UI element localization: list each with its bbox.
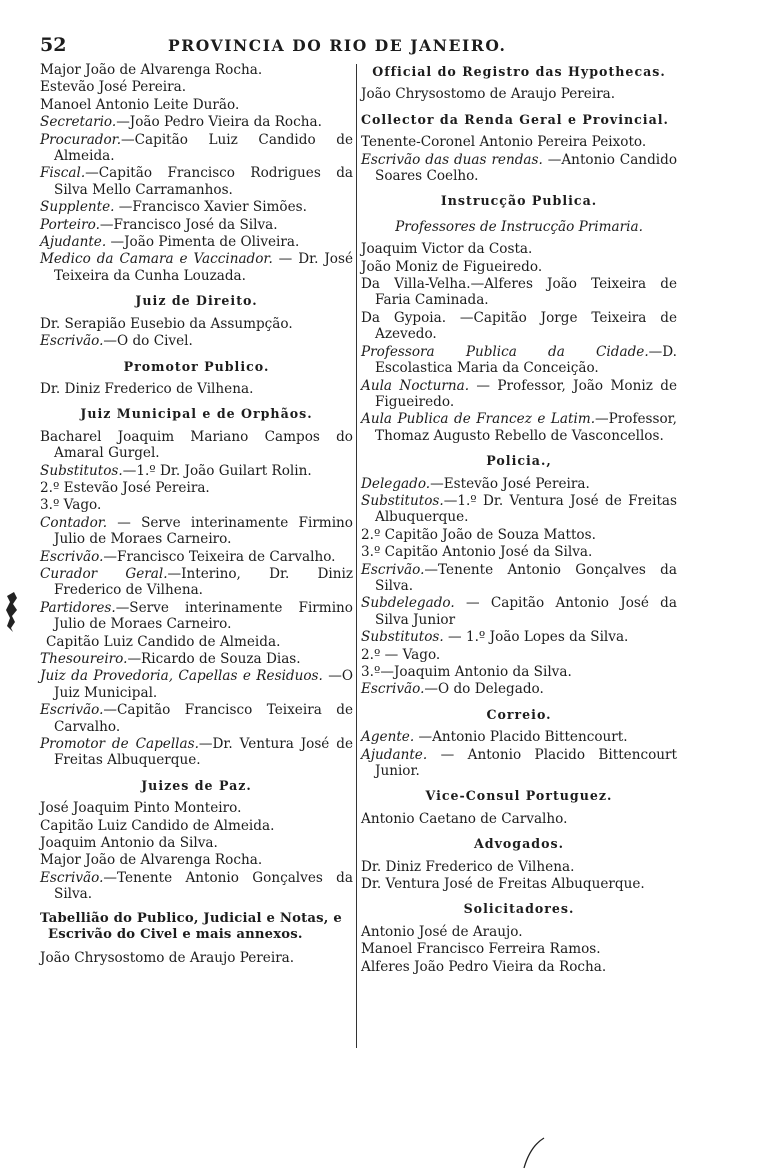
entry-text: —Capitão Francisco Rodrigues da Silva Mello Carramanhos. xyxy=(54,165,353,198)
directory-entry xyxy=(361,152,677,185)
entry-text: Dr. Serapião Eusebio da Assumpção. xyxy=(40,315,293,332)
entry-text: — 1.º João Lopes da Silva. xyxy=(443,629,629,646)
directory-entry xyxy=(361,411,677,444)
directory-entry xyxy=(361,344,677,377)
entry-text: Antonio Caetano de Carvalho. xyxy=(361,810,568,827)
directory-entry xyxy=(40,199,353,215)
entry-text: João Moniz de Figueiredo. xyxy=(361,258,543,275)
entry-title: Secretario. xyxy=(40,114,117,131)
section-heading: Vice-Consul Portuguez. xyxy=(425,788,613,804)
entry-title: Medico da Camara e Vaccinador. xyxy=(40,251,273,268)
entry-text: Dr. Ventura José de Freitas Albuquerque. xyxy=(361,876,645,893)
entry-title: Substitutos. xyxy=(361,629,444,646)
directory-entry xyxy=(361,241,677,257)
section-heading: Instrucção Publica. xyxy=(440,193,598,209)
entry-text: João Chrysostomo de Araujo Pereira. xyxy=(361,86,616,103)
entry-title: Juiz da Provedoria, Capellas e Residuos. xyxy=(40,668,323,685)
entry-title: Escrivão. xyxy=(361,561,425,578)
entry-text: Manoel Francisco Ferreira Ramos. xyxy=(361,941,601,958)
directory-entry xyxy=(361,86,677,102)
directory-entry xyxy=(40,62,353,78)
left-column xyxy=(40,62,353,967)
entry-text: Capitão Luiz Candido de Almeida. xyxy=(46,633,281,650)
directory-entry xyxy=(40,835,353,851)
directory-entry xyxy=(40,497,353,513)
entry-title: Procurador. xyxy=(40,131,122,148)
entry-text: —D. Escolastica Maria da Conceição. xyxy=(375,343,677,377)
directory-entry xyxy=(361,259,677,275)
section-heading: Correio. xyxy=(486,706,552,722)
entry-text: Da Gypoia. —Capitão Jorge Teixeira de Azevedo. xyxy=(361,309,677,343)
entry-title: Aula Nocturna. xyxy=(361,377,470,394)
section-heading: Tabellião do Publico, Judicial e Notas, e Escrivão do Civel e mais annexos. xyxy=(40,910,342,943)
directory-entry xyxy=(40,870,353,903)
entry-text: 3.º—Joaquim Antonio da Silva. xyxy=(361,664,572,680)
directory-entry xyxy=(40,234,353,250)
directory-entry xyxy=(40,79,353,95)
entry-text: Major João de Alvarenga Rocha. xyxy=(40,852,263,869)
directory-entry xyxy=(361,729,677,745)
directory-entry xyxy=(40,251,353,284)
directory-entry xyxy=(361,647,677,663)
directory-entry xyxy=(361,527,677,543)
entry-text: Joaquim Victor da Costa. xyxy=(361,241,533,258)
entry-text: —Interino, Dr. Diniz Frederico de Vilhena. xyxy=(54,565,354,599)
section-heading: Professores de Instrucção Primaria. xyxy=(395,218,643,235)
directory-entry xyxy=(40,736,353,769)
section-heading: Policia., xyxy=(486,453,552,469)
section-heading: Advogados. xyxy=(474,836,564,852)
entry-title: Escrivão das duas rendas. xyxy=(361,151,543,168)
directory-entry xyxy=(361,276,677,309)
directory-entry xyxy=(40,97,353,113)
page-header xyxy=(40,34,552,58)
entry-title: Aula Publica de Francez e Latim. xyxy=(361,411,596,428)
entry-text: — Dr. José Teixeira da Cunha Louzada. xyxy=(54,251,353,284)
entry-text: —João Pedro Vieira da Rocha. xyxy=(116,114,322,131)
entry-title: Supplente. xyxy=(40,199,115,216)
directory-entry xyxy=(361,924,677,940)
entry-text: —Serve interinamente Firmino Julio de Moraes Carneiro. xyxy=(54,599,353,633)
section-heading: Juiz de Direito. xyxy=(135,293,258,309)
directory-entry xyxy=(40,549,353,565)
directory-entry xyxy=(40,668,353,701)
directory-entry xyxy=(361,562,677,595)
entry-text: — Capitão Antonio José da Silva Junior xyxy=(375,595,677,628)
directory-entry xyxy=(361,664,677,680)
entry-text: Antonio José de Araujo. xyxy=(361,923,523,940)
entry-text: 3.º Capitão Antonio José da Silva. xyxy=(361,544,593,561)
entry-text: 2.º Estevão José Pereira. xyxy=(40,479,210,496)
entry-title: Thesoureiro. xyxy=(40,651,128,667)
directory-entry xyxy=(40,651,353,667)
entry-title: Curador Geral. xyxy=(40,565,168,582)
directory-entry xyxy=(40,950,353,966)
directory-entry xyxy=(40,132,353,165)
directory-entry xyxy=(361,681,677,697)
pencil-stroke xyxy=(520,1136,548,1170)
section-heading: Juiz Municipal e de Orphãos. xyxy=(80,406,313,422)
entry-text: Capitão Luiz Candido de Almeida. xyxy=(40,817,275,834)
entry-title: Promotor de Capellas. xyxy=(40,736,199,753)
right-column xyxy=(361,62,677,976)
entry-text: —João Pimenta de Oliveira. xyxy=(106,234,300,251)
directory-entry xyxy=(40,463,353,479)
entry-text: — Professor, João Moniz de Figueiredo. xyxy=(375,377,677,410)
directory-entry xyxy=(361,747,677,780)
section-heading: Solicitadores. xyxy=(463,901,575,917)
page-title: PROVINCIA DO RIO DE JANEIRO. xyxy=(168,36,507,55)
directory-entry xyxy=(40,165,353,198)
section-heading: Juizes de Paz. xyxy=(141,777,252,793)
entry-title: Agente. xyxy=(361,729,415,746)
entry-text: 2.º — Vago. xyxy=(361,646,441,663)
entry-text: —Tenente Antonio Gonçalves da Silva. xyxy=(375,561,677,594)
directory-entry xyxy=(361,876,677,892)
directory-entry xyxy=(361,493,677,526)
directory-entry xyxy=(40,429,353,462)
entry-text: Bacharel Joaquim Mariano Campos do Amaral Gurgel. xyxy=(40,428,353,462)
entry-text: Major João de Alvarenga Rocha. xyxy=(40,62,263,78)
entry-title: Delegado. xyxy=(361,475,431,492)
entry-text: —Francisco Teixeira de Carvalho. xyxy=(103,548,336,565)
entry-text: Tenente-Coronel Antonio Pereira Peixoto. xyxy=(361,134,647,151)
directory-entry xyxy=(40,852,353,868)
entry-text: —Francisco José da Silva. xyxy=(99,216,278,233)
entry-text: —O do Civel. xyxy=(103,333,193,350)
entry-text: — Serve interinamente Firmino Julio de Moraes Carneiro. xyxy=(54,514,353,548)
directory-entry xyxy=(40,800,353,816)
entry-text: 2.º Capitão João de Souza Mattos. xyxy=(361,526,596,543)
entry-text: Joaquim Antonio da Silva. xyxy=(40,835,218,852)
entry-text: —1.º Dr. Ventura José de Freitas Albuquerque. xyxy=(375,492,677,526)
entry-text: —1.º Dr. João Guilart Rolin. xyxy=(122,462,312,479)
directory-entry xyxy=(40,600,353,633)
entry-title: Substitutos. xyxy=(361,492,444,509)
column-divider xyxy=(356,64,357,1048)
directory-entry xyxy=(361,629,677,645)
directory-entry xyxy=(40,217,353,233)
directory-entry xyxy=(40,634,353,650)
directory-entry xyxy=(40,333,353,349)
entry-title: Contador. xyxy=(40,514,108,531)
directory-entry xyxy=(361,595,677,628)
directory-entry xyxy=(40,818,353,834)
directory-entry xyxy=(361,476,677,492)
directory-entry xyxy=(40,114,353,130)
entry-title: Partidores. xyxy=(40,599,116,616)
entry-text: —Estevão José Pereira. xyxy=(430,475,590,492)
directory-entry xyxy=(361,310,677,343)
directory-entry xyxy=(40,381,353,397)
entry-text: — Antonio Placido Bittencourt Junior. xyxy=(375,746,677,780)
entry-title: Subdelegado. xyxy=(361,595,455,612)
entry-title: Professora Publica da Cidade. xyxy=(361,343,649,360)
entry-text: —Antonio Placido Bittencourt. xyxy=(414,729,628,746)
directory-entry xyxy=(361,544,677,560)
directory-entry xyxy=(361,811,677,827)
entry-text: —Capitão Luiz Candido de Almeida. xyxy=(54,131,353,165)
entry-text: 3.º Vago. xyxy=(40,497,102,514)
directory-entry xyxy=(361,859,677,875)
entry-text: —Dr. Ventura José de Freitas Albuquerque. xyxy=(54,736,353,769)
entry-title: Escrivão. xyxy=(361,681,425,698)
directory-entry xyxy=(40,702,353,735)
entry-text: João Chrysostomo de Araujo Pereira. xyxy=(40,949,295,966)
entry-text: —Francisco Xavier Simões. xyxy=(114,199,307,216)
entry-title: Escrivão. xyxy=(40,548,104,565)
directory-entry xyxy=(361,134,677,150)
directory-entry xyxy=(40,316,353,332)
section-heading: Promotor Publico. xyxy=(123,358,270,374)
entry-title: Ajudante. xyxy=(40,234,107,251)
section-heading: Official do Registro das Hypothecas. xyxy=(372,64,666,79)
entry-text: Manoel Antonio Leite Durão. xyxy=(40,96,240,113)
entry-text: —O Juiz Municipal. xyxy=(54,668,353,701)
entry-text: —O do Delegado. xyxy=(424,681,544,698)
entry-title: Fiscal. xyxy=(40,165,86,182)
directory-entry xyxy=(361,959,677,975)
directory-entry xyxy=(40,566,353,599)
entry-text: Estevão José Pereira. xyxy=(40,79,187,96)
directory-entry xyxy=(361,378,677,411)
entry-text: Dr. Diniz Frederico de Vilhena. xyxy=(40,380,254,397)
entry-title: Escrivão. xyxy=(40,333,104,350)
entry-title: Substitutos. xyxy=(40,462,123,479)
entry-text: Dr. Diniz Frederico de Vilhena. xyxy=(361,858,575,875)
entry-text: —Tenente Antonio Gonçalves da Silva. xyxy=(54,869,353,903)
page-number: 52 xyxy=(40,34,67,56)
directory-entry xyxy=(361,941,677,957)
entry-title: Escrivão. xyxy=(40,702,104,719)
directory-entry xyxy=(40,480,353,496)
directory-entry xyxy=(40,515,353,548)
entry-text: —Professor, Thomaz Augusto Rebello de Vasconcellos. xyxy=(375,411,677,444)
entry-title: Escrivão. xyxy=(40,869,104,886)
entry-text: —Antonio Candido Soares Coelho. xyxy=(375,151,677,185)
entry-text: —Ricardo de Souza Dias. xyxy=(127,651,301,667)
entry-text: Alferes João Pedro Vieira da Rocha. xyxy=(361,958,607,975)
entry-title: Ajudante. xyxy=(361,746,428,763)
section-heading: Collector da Renda Geral e Provincial. xyxy=(361,111,669,127)
margin-ink-mark xyxy=(5,592,19,632)
entry-text: José Joaquim Pinto Monteiro. xyxy=(40,800,242,817)
entry-text: —Capitão Francisco Teixeira de Carvalho. xyxy=(54,702,353,735)
entry-title: Porteiro. xyxy=(40,216,100,233)
entry-text: Da Villa-Velha.—Alferes João Teixeira de Faria Caminada. xyxy=(361,276,677,309)
